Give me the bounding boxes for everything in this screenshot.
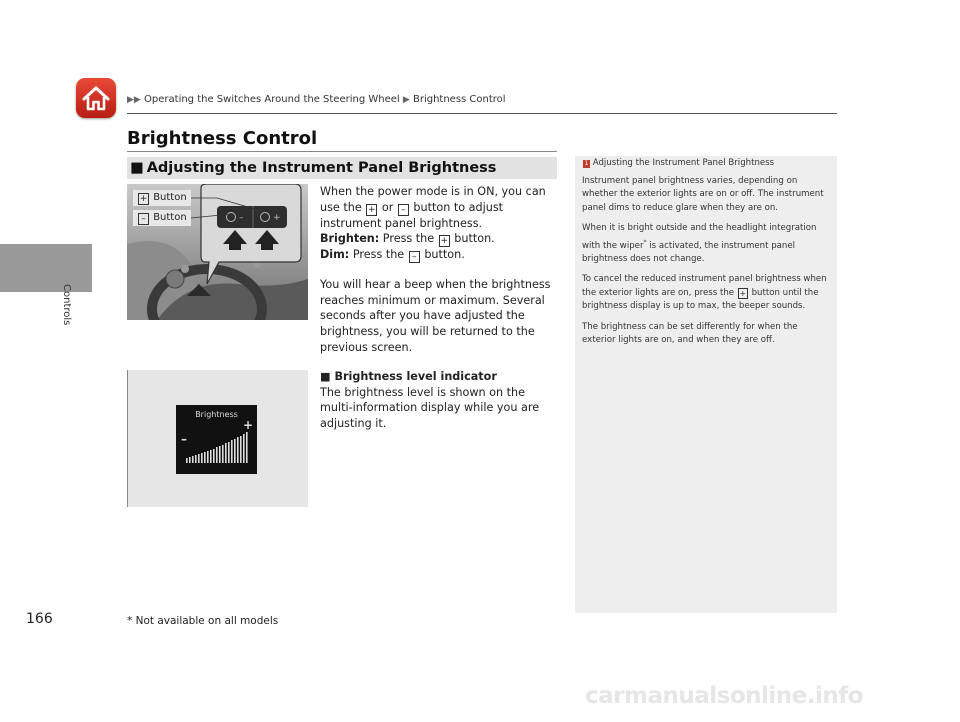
section-label: Controls xyxy=(61,284,72,326)
note-heading: 1 Adjusting the Instrument Panel Brightness xyxy=(584,158,775,168)
note-paragraph: The brightness can be set differently for when the exterior lights are on, and when they are off. xyxy=(582,321,798,345)
minus-key-icon: – xyxy=(138,213,149,225)
breadcrumb-item[interactable]: Brightness Control xyxy=(412,94,506,105)
footnote: * Not available on all models xyxy=(127,615,279,627)
svg-text:+: + xyxy=(273,213,281,223)
triangle-bullet-icon: ▶▶ xyxy=(127,95,141,105)
note-paragraph: Instrument panel brightness varies, depending on whether the exterior lights are on or off. The instrument panel dims to reduce glare when they are on. xyxy=(582,176,824,213)
indicator-paragraph: The brightness level is shown on the multi-information display while you are adjusting it. xyxy=(320,385,540,430)
body-text xyxy=(320,184,560,432)
plus-key-icon: + xyxy=(368,204,376,215)
display-minus: – xyxy=(181,432,187,446)
display-title: Brightness xyxy=(195,410,238,419)
title-rule xyxy=(127,151,557,152)
page-number: 166 xyxy=(26,611,53,627)
plus-key-icon: + xyxy=(739,288,747,298)
triangle-bullet-icon: ▶ xyxy=(402,95,410,105)
header-rule xyxy=(127,113,837,114)
minus-key-icon: – xyxy=(409,251,420,263)
note-icon: 1 xyxy=(584,160,589,167)
note-text xyxy=(582,175,830,347)
display-plus: + xyxy=(243,418,254,432)
dim-step: Dim: Press the – button. xyxy=(320,248,465,263)
section-tab[interactable] xyxy=(0,244,92,292)
plus-key-icon: + xyxy=(139,194,148,204)
page-title: Brightness Control xyxy=(127,128,318,149)
minus-key-icon: – xyxy=(398,204,409,216)
minus-button-callout: – Button xyxy=(137,212,187,225)
svg-text:–: – xyxy=(239,213,244,223)
square-bullet-icon: ■ xyxy=(320,370,331,384)
home-button[interactable] xyxy=(76,78,116,118)
breadcrumb xyxy=(127,94,506,105)
note-paragraph: To cancel the reduced instrument panel brightness when the exterior lights are on, press the + button until the brightness display is up to max, the beeper sounds. xyxy=(582,274,827,312)
intro-paragraph: When the power mode is in ON, you can use the + or – button to adjust instrument panel brightness. xyxy=(320,185,546,230)
square-bullet-icon: ■ xyxy=(130,160,144,176)
home-icon xyxy=(76,78,116,118)
note-paragraph: When it is bright outside and the headlight integration with the wiper* is activated, the instrument panel brightness does not change. xyxy=(582,223,817,264)
indicator-heading: ■ Brightness level indicator xyxy=(320,370,497,384)
subsection-heading: ■ Adjusting the Instrument Panel Brightness xyxy=(127,157,557,179)
breadcrumb-item[interactable]: Operating the Switches Around the Steering Wheel xyxy=(144,94,400,105)
plus-key-icon: + xyxy=(440,236,448,247)
brighten-step: Brighten: Press the + button. xyxy=(320,232,495,247)
watermark: carmanualsonline.info xyxy=(585,683,864,709)
beep-paragraph: You will hear a beep when the brightness reaches minimum or maximum. Several seconds after you have adjusted the brightness, you will be returned to the previous screen. xyxy=(320,278,551,354)
plus-button-callout: + Button xyxy=(139,192,187,204)
